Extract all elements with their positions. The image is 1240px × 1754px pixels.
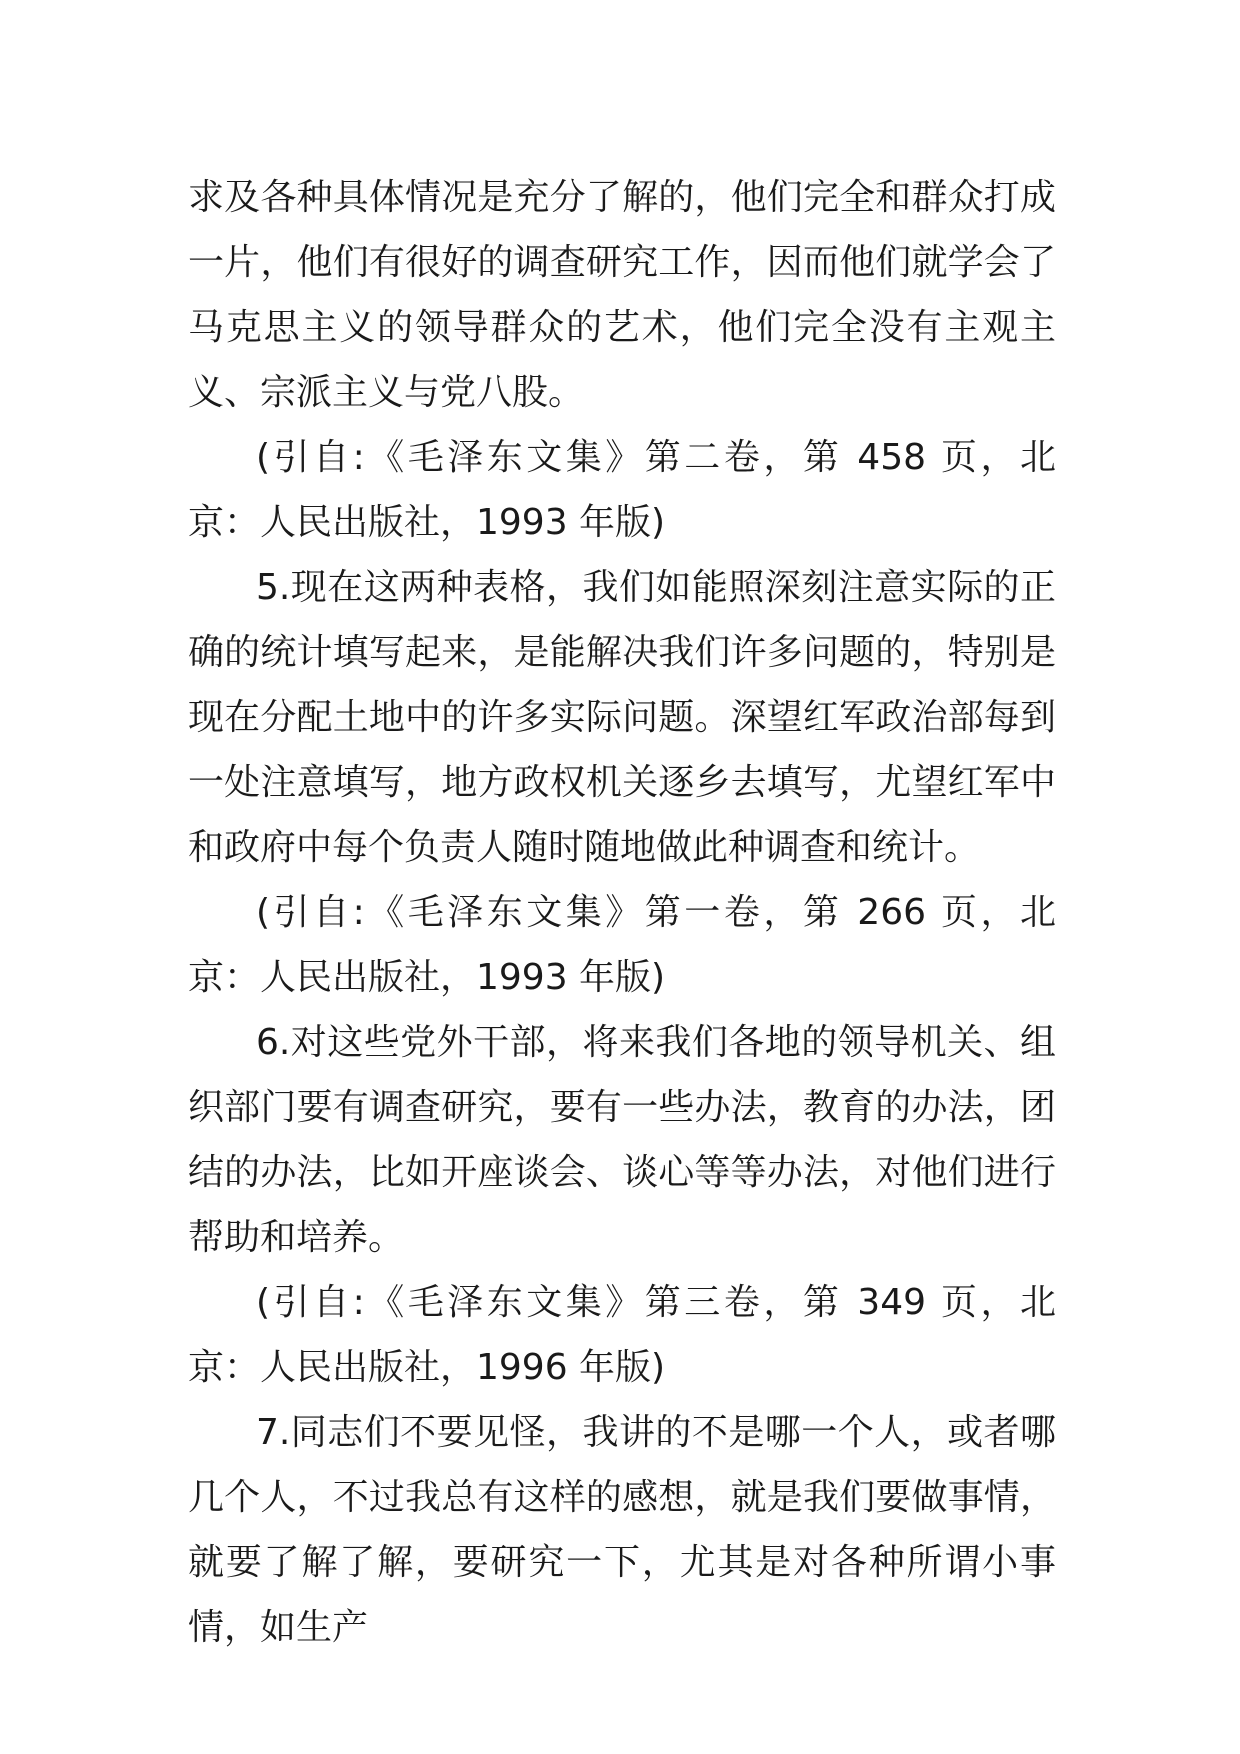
citation-wenji-vol3: (引自:《毛泽东文集》第三卷，第 349 页，北京：人民出版社，1996 年版) [188,1282,1056,1388]
page-body-text [188,165,1056,1660]
paragraph-quote-7: 7.同志们不要见怪，我讲的不是哪一个人，或者哪几个人，不过我总有这样的感想，就是我们要做事情，就要了解了解，要研究一下，尤其是对各种所谓小事情，如生产 [188,1412,1056,1648]
paragraph-quote-5: 5.现在这两种表格，我们如能照深刻注意实际的正确的统计填写起来，是能解决我们许多问题的，特别是现在分配土地中的许多实际问题。深望红军政治部每到一处注意填写，地方政权机关逐乡去填写，尤望红军中和政府中每个负责人随时随地做此种调查和统计。 [188,567,1056,868]
citation-wenji-vol1: (引自:《毛泽东文集》第一卷，第 266 页，北京：人民出版社，1993 年版) [188,892,1056,998]
paragraph-quote-6: 6.对这些党外干部，将来我们各地的领导机关、组织部门要有调查研究，要有一些办法，教育的办法，团结的办法，比如开座谈会、谈心等等办法，对他们进行帮助和培养。 [188,1022,1056,1258]
citation-wenji-vol2: (引自:《毛泽东文集》第二卷，第 458 页，北京：人民出版社，1993 年版) [188,437,1056,543]
paragraph-continued: 求及各种具体情况是充分了解的，他们完全和群众打成一片，他们有很好的调查研究工作，因而他们就学会了马克思主义的领导群众的艺术，他们完全没有主观主义、宗派主义与党八股。 [188,177,1056,413]
